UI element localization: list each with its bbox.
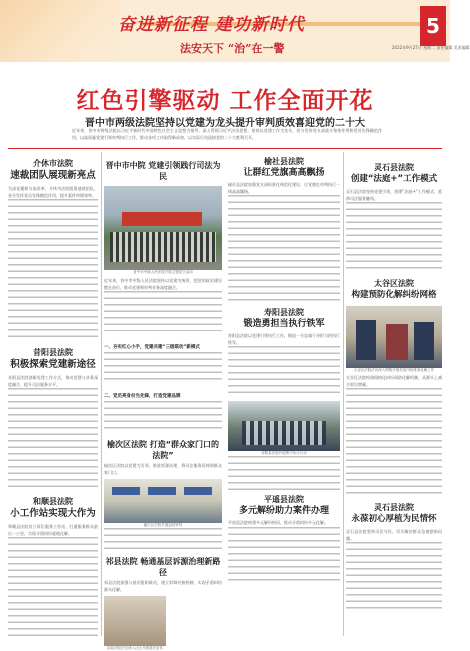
article-text: 太谷区法院构建网格化纠纷预防化解机制，从源头上减少诉讼增量。 <box>346 375 442 387</box>
article-heading <box>8 496 98 520</box>
article-subtitle: 太谷区法院 <box>374 279 414 288</box>
article-heading <box>8 347 98 371</box>
banner-subslogan: 法安天下 “治”在一警 <box>180 42 285 55</box>
article-subtitle: 灵石县法院 <box>374 503 414 512</box>
middle-left-subcolumn <box>104 152 222 651</box>
headline-rule <box>8 148 442 149</box>
article-title: 小工作站实现大作为 <box>10 508 96 519</box>
article-subtitle: 和顺县法院 <box>33 497 73 506</box>
article-title: 速裁团队展现新亮点 <box>10 170 96 181</box>
article-subtitle: 榆社县法院 <box>264 157 304 166</box>
person-figure <box>386 324 408 360</box>
article-body <box>346 388 442 496</box>
section-subheading-text: 二、党员亮身份当先锋，打造党建品牌 <box>104 394 181 399</box>
photo-caption: 太谷区法院法官深入网格开展矛盾纠纷排查化解工作 <box>353 368 435 372</box>
community-photo <box>104 596 166 646</box>
person-figure <box>414 322 434 360</box>
article-title: 构建预防化解纠纷网格 <box>351 290 437 300</box>
article-title: 锻造勇担当执行铁军 <box>243 319 325 329</box>
article-heading <box>228 494 340 518</box>
article-text: 榆次区法院以党建为引领，推进诉源治理，将司法服务延伸到群众家门口。 <box>104 463 222 475</box>
article-subtitle: 昔阳县法院 <box>33 348 73 357</box>
date-line: 2022年9月27日 星期二 责任编辑 美术编辑 <box>392 45 470 50</box>
grid-visit-photo <box>346 306 442 368</box>
article-body <box>8 537 98 637</box>
article-heading <box>346 502 442 526</box>
article-text: 祁县法院加强与基层组织联动，建立诉调对接机制，实现矛盾纠纷源头化解。 <box>104 580 222 592</box>
right-column <box>346 152 442 612</box>
article-body <box>346 202 442 272</box>
article-heading <box>104 556 222 578</box>
photo-caption: 晋中市中级人民法院开展主题党日活动 <box>133 270 193 274</box>
article-body <box>104 291 222 331</box>
article-body <box>104 401 222 433</box>
banner-slogan: 奋进新征程 建功新时代 <box>118 15 305 35</box>
article-heading <box>228 156 340 180</box>
photo-caption: 榆次区法院开展巡回审判 <box>143 523 183 527</box>
name-plate <box>112 487 140 495</box>
middle-column <box>104 152 340 650</box>
photo-caption: 祁县法院法官深入社区开展普法宣传 <box>107 646 163 650</box>
article-title: 积极探索党建新途径 <box>10 359 96 370</box>
article-subtitle: 介休市法院 <box>33 159 73 168</box>
column-separator <box>101 152 102 636</box>
article-title: 让群红党旗高高飘扬 <box>243 168 325 178</box>
article-body <box>104 528 222 550</box>
article-heading <box>8 158 98 182</box>
article-body <box>228 456 340 490</box>
masthead-banner <box>0 0 470 62</box>
article-text: 灵石县法院坚持党建引领，创建“法庭+”工作模式，延伸司法服务触角。 <box>346 189 442 201</box>
roundtable-photo <box>104 479 222 523</box>
article-text: 灵石县法院坚持司法为民，切实解决群众急难愁盼问题。 <box>346 529 442 541</box>
article-text: 为深化繁简分流改革，介休市法院组建速裁团队，充分发挥党员先锋模范作用，提升案件审理效率。 <box>8 186 98 198</box>
page-headline: 红色引擎驱动 工作全面开花 <box>76 88 374 114</box>
section-subheading-text: 一、夯实红心小手，党建共建“三级联动”新模式 <box>104 345 200 350</box>
article-subtitle: 灵石县法院 <box>374 163 414 172</box>
article-title: 晋中市中院 党建引领践行司法为民 <box>105 161 221 181</box>
article-title: 多元解纷助力案件办理 <box>238 506 329 516</box>
middle-right-subcolumn <box>228 152 340 585</box>
article-body <box>8 199 98 339</box>
article-heading <box>104 160 222 182</box>
article-body <box>346 542 442 612</box>
article-heading <box>346 162 442 186</box>
party-flag <box>122 212 202 226</box>
article-subtitle: 寿阳县法院 <box>264 308 304 317</box>
column-separator <box>343 152 344 636</box>
intro-paragraph: 近年来，晋中市两级法院以习近平新时代中国特色社会主义思想为指导，深入贯彻习近平法治思想，坚持以党建工作为龙头，充分发挥党支部战斗堡垒作用和党员先锋模范作用，以高质量党建引领审判执行工作，推动各项工作取得新成效，以实际行动迎接党的二十大胜利召开。 <box>72 128 382 140</box>
article-body <box>228 527 340 585</box>
article-text: 昔阳县法院创新党建工作方式，推动党建与业务深度融合，提升司法服务水平。 <box>8 375 98 387</box>
group-figures <box>110 232 216 262</box>
article-title: 永葆初心厚植为民情怀 <box>351 514 437 524</box>
page-subheadline: 晋中市两级法院坚持以党建为龙头提升审判质效喜迎党的二十大 <box>85 118 365 129</box>
enforcement-photo <box>228 401 340 451</box>
name-plate <box>148 487 176 495</box>
article-text: 寿阳县法院以党建引领执行工作，锻造一支忠诚干净担当的执行铁军。 <box>228 333 340 345</box>
article-title: 榆次区法院 打造“群众家门口的法院” <box>106 440 220 460</box>
article-text: 榆社县法院加强党支部标准化规范化建设，让党旗在审判执行一线高高飘扬。 <box>228 182 340 194</box>
article-text: 近年来，晋中市中级人民法院坚持以党建为统领，把党的政治建设摆在首位，推动党建和审判业务深度融合。 <box>104 278 222 290</box>
article-heading <box>228 307 340 331</box>
article-title: 祁县法院 畅通基层诉源治理新路径 <box>105 557 221 577</box>
article-subtitle: 平遥县法院 <box>264 495 304 504</box>
section-subheading <box>104 382 222 401</box>
article-body <box>228 195 340 301</box>
section-subheading <box>104 333 222 352</box>
photo-caption: 寿阳县法院开展集中执行行动 <box>261 451 307 455</box>
article-title: 创建“法庭+”工作模式 <box>350 174 438 184</box>
banner-decoration <box>0 0 120 62</box>
article-heading <box>104 439 222 461</box>
page-number: 5 <box>420 6 446 46</box>
article-text: 平遥县法院构建多元解纷格局，推动矛盾纠纷多元化解。 <box>228 520 328 525</box>
court-staff-photo <box>104 186 222 270</box>
article-body <box>228 346 340 398</box>
article-body <box>104 352 222 382</box>
name-plate <box>184 487 212 495</box>
article-heading <box>346 278 442 302</box>
person-figure <box>356 320 376 360</box>
left-column <box>8 152 98 637</box>
article-text: 和顺县法院设立诉讼服务工作站，打通服务群众最后一公里，实现矛盾纠纷就地化解。 <box>8 524 98 536</box>
officers-figures <box>242 421 326 445</box>
article-body <box>8 388 98 488</box>
